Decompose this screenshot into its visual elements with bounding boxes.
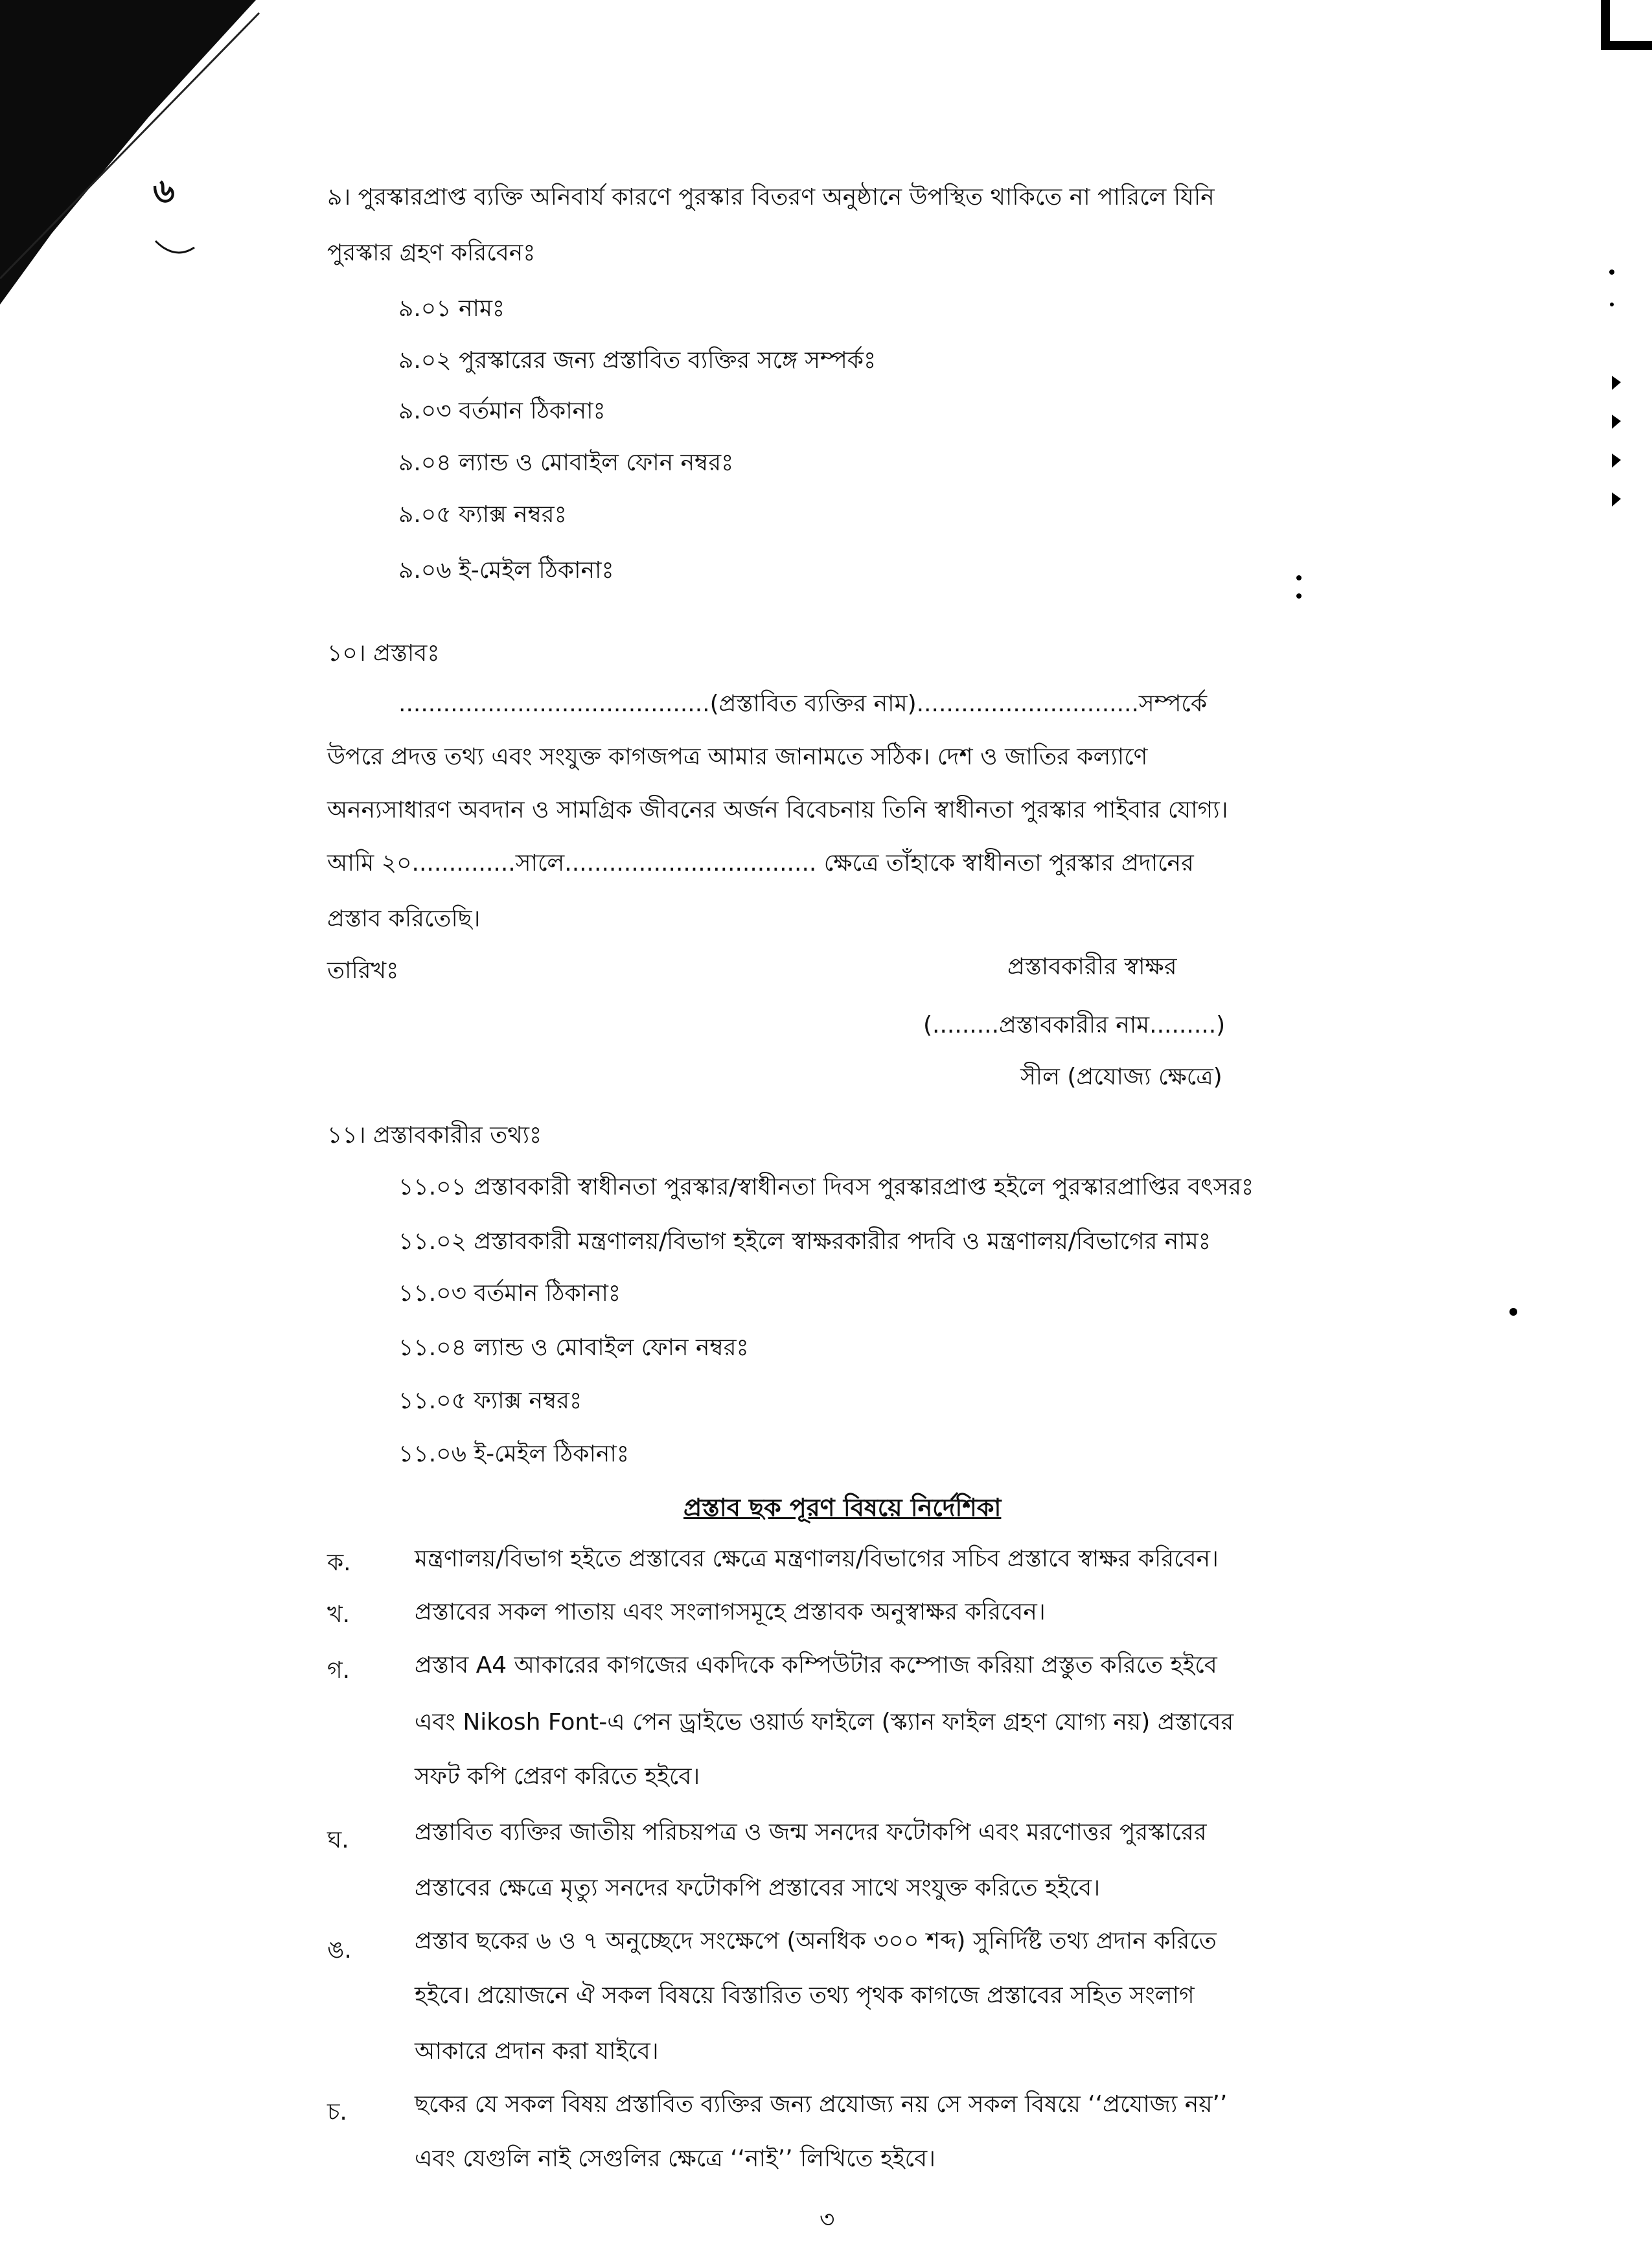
guide-ca-line-1: ছকের যে সকল বিষয় প্রস্তাবিত ব্যক্তির জন্য প্রযোজ্য নয় সে সকল বিষয়ে ‘‘প্রযোজ্য নয়’’	[415, 2091, 1228, 2118]
scan-dot	[1509, 1308, 1517, 1316]
section9-item-903: ৯.০৩ বর্তমান ঠিকানাঃ	[398, 398, 606, 424]
guide-title: প্রস্তাব ছক পূরণ বিষয়ে নির্দেশিকা	[683, 1493, 1002, 1522]
section11-heading: ১১। প্রস্তাবকারীর তথ্যঃ	[327, 1122, 542, 1149]
scan-dot	[1609, 269, 1614, 275]
section9-item-902: ৯.০২ পুরস্কারের জন্য প্রস্তাবিত ব্যক্তির সঙ্গে সম্পর্কঃ	[398, 347, 877, 374]
section11-item-1102: ১১.০২ প্রস্তাবকারী মন্ত্রণালয়/বিভাগ হইলে স্বাক্ষরকারীর পদবি ও মন্ত্রণালয়/বিভাগের নামঃ	[398, 1228, 1211, 1255]
section11-item-1105: ১১.০৫ ফ্যাক্স নম্বরঃ	[398, 1388, 582, 1414]
seal-label: সীল (প্রযোজ্য ক্ষেত্রে)	[1020, 1064, 1222, 1090]
scan-right-marks	[1612, 376, 1621, 507]
scan-corner-shadow	[0, 0, 256, 304]
scan-dot	[1610, 303, 1614, 306]
guide-label-gha: ঘ.	[327, 1827, 349, 1853]
guide-ga-line-1: প্রস্তাব A4 আকারের কাগজের একদিকে কম্পিউটার কম্পোজ করিয়া প্রস্তুত করিতে হইবে	[415, 1652, 1217, 1678]
scan-page-mark-underline	[155, 241, 194, 253]
guide-label-kha: খ.	[327, 1601, 350, 1628]
guide-nga-line-2: হইবে। প্রয়োজনে ঐ সকল বিষয়ে বিস্তারিত তথ্য পৃথক কাগজে প্রস্তাবের সহিত সংলাগ	[415, 1982, 1195, 2009]
date-label: তারিখঃ	[327, 957, 399, 984]
section10-name-line: ..........................................(প্রস্তাবিত ব্যক্তির নাম)..............................সম্পর্কে	[398, 691, 1208, 717]
scan-dot	[1296, 575, 1302, 580]
section11-item-1103: ১১.০৩ বর্তমান ঠিকানাঃ	[398, 1280, 621, 1307]
guide-gha-line-2: প্রস্তাবের ক্ষেত্রে মৃত্যু সনদের ফটোকপি প্রস্তাবের সাথে সংযুক্ত করিতে হইবে।	[415, 1875, 1101, 1901]
section10-heading: ১০। প্রস্তাবঃ	[327, 640, 440, 667]
section11-item-1106: ১১.০৬ ই-মেইল ঠিকানাঃ	[398, 1441, 630, 1467]
guide-label-ga: গ.	[327, 1657, 350, 1684]
section11-item-1101: ১১.০১ প্রস্তাবকারী স্বাধীনতা পুরস্কার/স্বাধীনতা দিবস পুরস্কারপ্রাপ্ত হইলে পুরস্কারপ্রাপ্তির বৎসরঃ	[398, 1174, 1254, 1200]
guide-ca-line-2: এবং যেগুলি নাই সেগুলির ক্ষেত্রে ‘‘নাই’’ লিখিতে হইবে।	[415, 2146, 935, 2172]
guide-label-ca: চ.	[327, 2099, 347, 2125]
section9-item-901: ৯.০১ নামঃ	[398, 295, 505, 322]
section9-item-906: ৯.০৬ ই-মেইল ঠিকানাঃ	[398, 557, 614, 584]
guide-ga-line-2: এবং Nikosh Font-এ পেন ড্রাইভে ওয়ার্ড ফাইলে (স্ক্যান ফাইল গ্রহণ যোগ্য নয়) প্রস্তাবের	[415, 1709, 1234, 1735]
section9-item-905: ৯.০৫ ফ্যাক্স নম্বরঃ	[398, 501, 567, 528]
page-mark: ৬	[153, 172, 175, 211]
section9-line1: ৯। পুরস্কারপ্রাপ্ত ব্যক্তি অনিবার্য কারণে পুরস্কার বিতরণ অনুষ্ঠানে উপস্থিত থাকিতে না পারিলে যিনি	[327, 184, 1215, 211]
guide-ga-line-3: সফট কপি প্রেরণ করিতে হইবে।	[415, 1763, 700, 1790]
guide-gha-line-1: প্রস্তাবিত ব্যক্তির জাতীয় পরিচয়পত্র ও জন্ম সনদের ফটোকপি এবং মরণোত্তর পুরস্কারের	[415, 1819, 1207, 1846]
scan-right-bracket	[1605, 0, 1652, 45]
section9-item-904: ৯.০৪ ল্যান্ড ও মোবাইল ফোন নম্বরঃ	[398, 450, 734, 476]
signature-label: প্রস্তাবকারীর স্বাক্ষর	[1007, 954, 1177, 980]
guide-ka-line-1: মন্ত্রণালয়/বিভাগ হইতে প্রস্তাবের ক্ষেত্রে মন্ত্রণালয়/বিভাগের সচিব প্রস্তাবে স্বাক্ষর করিবেন।	[415, 1546, 1219, 1572]
section10-line-d: প্রস্তাব করিতেছি।	[327, 906, 481, 932]
guide-kha-line-1: প্রস্তাবের সকল পাতায় এবং সংলাগসমূহে প্রস্তাবক অনুস্বাক্ষর করিবেন।	[415, 1599, 1046, 1625]
guide-label-ka: ক.	[327, 1550, 351, 1576]
section10-line-a: উপরে প্রদত্ত তথ্য এবং সংযুক্ত কাগজপত্র আমার জানামতে সঠিক। দেশ ও জাতির কল্যাণে	[327, 744, 1148, 770]
section9-line2: পুরস্কার গ্রহণ করিবেনঃ	[327, 240, 536, 266]
proposer-name-label: (.........প্রস্তাবকারীর নাম.........)	[923, 1012, 1226, 1038]
section10-line-c: আমি ২০..............সালে.................................. ক্ষেত্রে তাঁহাকে স্বাধীনতা পুরস্কার প্রদানের	[327, 850, 1194, 876]
guide-nga-line-3: আকারে প্রদান করা যাইবে।	[415, 2038, 659, 2065]
section10-line-b: অনন্যসাধারণ অবদান ও সামগ্রিক জীবনের অর্জন বিবেচনায় তিনি স্বাধীনতা পুরস্কার পাইবার যোগ্য।	[327, 797, 1228, 823]
guide-label-nga: ঙ.	[327, 1937, 352, 1964]
scan-dot	[1296, 593, 1302, 599]
section11-item-1104: ১১.০৪ ল্যান্ড ও মোবাইল ফোন নম্বরঃ	[398, 1334, 749, 1361]
page-number: ৩	[820, 2206, 835, 2233]
guide-nga-line-1: প্রস্তাব ছকের ৬ ও ৭ অনুচ্ছেদে সংক্ষেপে (অনধিক ৩০০ শব্দ) সুনির্দিষ্ট তথ্য প্রদান করিতে	[415, 1928, 1217, 1954]
